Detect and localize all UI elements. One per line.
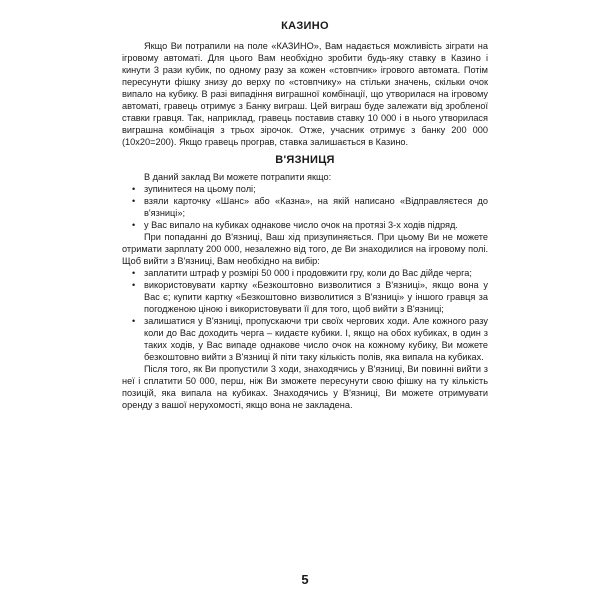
- bullet-mark: •: [132, 268, 136, 278]
- bullet-mark: •: [132, 316, 136, 326]
- casino-paragraph: Якщо Ви потрапили на поле «КАЗИНО», Вам надається можливість зіграти на ігровому автоматі. Для цього Вам необхідно зробити будь-яку ставку в Казино і кинути 3 рази кубик, по одному разу за кожен «стовпчик» ігрового автомата. Потім пересунути фішку знизу до верху по «стовпчику» на стільки значень, скільки очок випало на кубику. В разі випадіння виграшної комбінації, що утворилася на ігровому автоматі, гравець отримує з Банку виграш. Цей виграш буде залежати від зробленої ставки гравця. Так, наприклад, гравець поставив ставку 10 000 і в нього утворилася виграшна комбінація з трьох зірочок. Отже, учасник отримує з банку 200 000 (10х20=200). Якщо гравець програв, ставка залишається в Казино.: [122, 41, 488, 147]
- document-page: [122, 16, 488, 594]
- jail-option-item: [122, 267, 488, 279]
- bullet-mark: •: [132, 280, 136, 290]
- jail-rules-intro: При попаданні до В'язниці, Ваш хід призупиняється. При цьому Ви не можете отримати зарплату 200 000, незалежно від того, де Ви знаходилися на ігровому полі. Щоб вийти з В'язниці, Вам необхідно на вибір:: [122, 232, 488, 266]
- page-number: 5: [301, 572, 309, 587]
- casino-heading: КАЗИНО: [281, 20, 329, 32]
- jail-option-item: [122, 279, 488, 315]
- jail-heading: В'ЯЗНИЦЯ: [275, 154, 335, 166]
- jail-condition-item: [122, 219, 488, 231]
- jail-condition-item: [122, 195, 488, 219]
- bullet-mark: •: [132, 196, 136, 206]
- jail-option-item: [122, 315, 488, 363]
- jail-condition-text: зупинитеся на цьому полі;: [144, 184, 256, 194]
- jail-option-text: заплатити штраф у розмірі 50 000 і продовжити гру, коли до Вас дійде черга;: [144, 268, 472, 278]
- jail-option-text: залишатися у В'язниці, пропускаючи три своїх чергових ходи. Але кожного разу коли до Вас доходить черга – кидаєте кубики. І, якщо на обох кубиках, в один з таких ходів, у Вас випаде однакове число очок на кожному кубику, Ви можете безкоштовно вийти з В'язниці й піти таку кількість полів, яка випала на кубиках.: [144, 316, 488, 362]
- jail-condition-text: взяли карточку «Шанс» або «Казна», на якій написано «Відправляєтеся до в'язниці»;: [144, 196, 488, 218]
- jail-option-text: використовувати картку «Безкоштовно визволитися з В'язниці», якщо вона у Вас є; купити картку «Безкоштовно визволитися з В'язниці» у іншого гравця за погодженою ціною і використовувати її для того, щоб вийти з В'язниці;: [144, 280, 488, 314]
- jail-closing-paragraph: Після того, як Ви пропустили 3 ходи, знаходячись у В'язниці, Ви повинні вийти з неї і сплатити 50 000, перш, ніж Ви зможете пересунути свою фішку на ту кількість позицій, яка випала на кубиках. Знаходячись у В'язниці, Ви можете отримувати оренду з вашої нерухомості, якщо вона не закладена.: [122, 364, 488, 410]
- bullet-mark: •: [132, 184, 136, 194]
- jail-condition-text: у Вас випало на кубиках однакове число очок на протязі 3-х ходів підряд.: [144, 220, 458, 230]
- jail-intro: В даний заклад Ви можете потрапити якщо:: [144, 172, 332, 182]
- bullet-mark: •: [132, 220, 136, 230]
- jail-condition-item: [122, 183, 488, 195]
